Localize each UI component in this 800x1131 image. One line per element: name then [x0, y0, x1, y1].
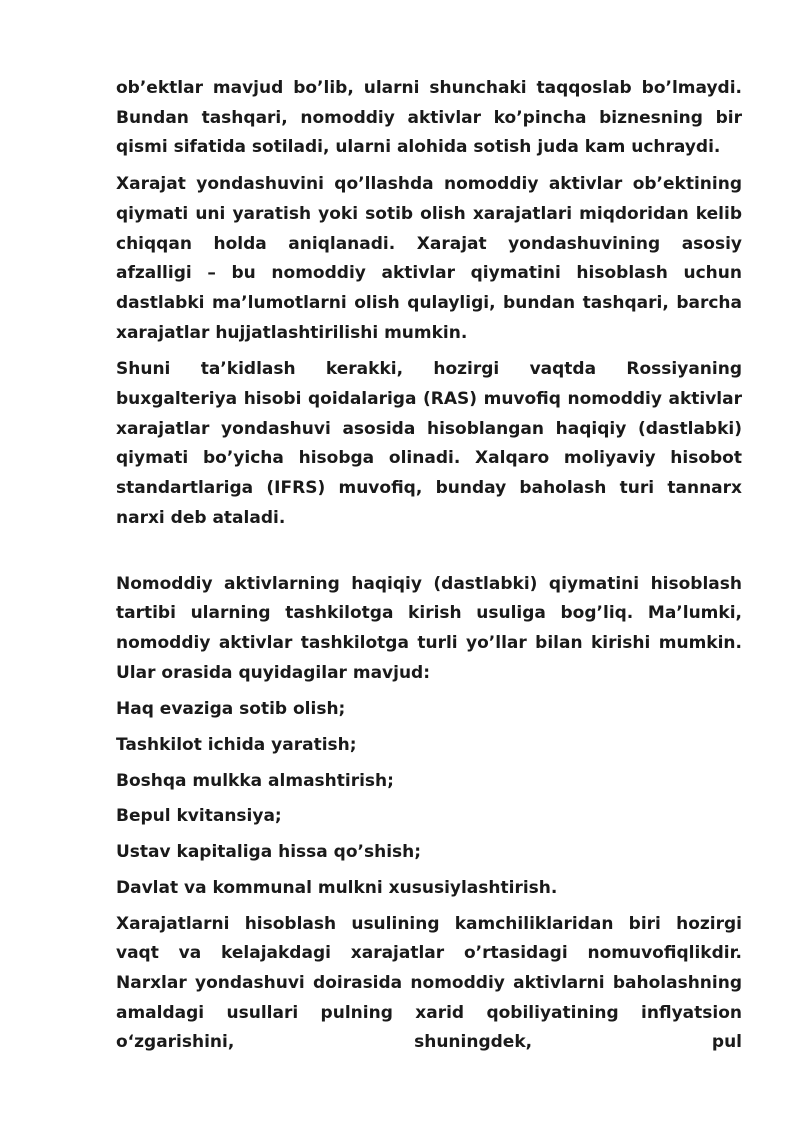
acquisition-methods-list: [116, 695, 742, 903]
document-body: [116, 74, 742, 1065]
list-item: Davlat va kommunal mulkni xususiylashtirish.: [116, 877, 558, 898]
list-item: Boshqa mulkka almashtirish;: [116, 770, 394, 791]
paragraph-intro-acquisition-methods: Nomoddiy aktivlarning haqiqiy (dastlabki) qiymatini hisoblash tartibi ularning tashkilotga kirish usuliga bog’liq. Ma’lumki, nomoddiy aktivlar tashkilotga turli yo’llar bilan kirishi mumkin. Ular orasida quyidagilar mavjud:: [116, 573, 742, 683]
paragraph-comparison: ob’ektlar mavjud bo’lib, ularni shunchaki taqqoslab bo’lmaydi. Bundan tashqari, nomoddiy aktivlar ko’pincha biznesning bir qismi sifatida sotiladi, ularni alohida sotish juda kam uchraydi.: [116, 78, 742, 158]
list-item: Tashkilot ichida yaratish;: [116, 735, 357, 756]
paragraph-cost-approach: Xarajat yondashuvini qo’llashda nomoddiy aktivlar ob’ektining qiymati uni yaratish yoki sotib olish xarajatlari miqdoridan kelib chiqqan holda aniqlanadi. Xarajat yondashuvining asosiy afzalligi – bu nomoddiy aktivlar qiymatini hisoblash uchun dastlabki ma’lumotlarni olish qulayligi, bundan tashqari, barcha xarajatlar hujjatlashtirilishi mumkin.: [116, 174, 742, 343]
list-item: Bepul kvitansiya;: [116, 806, 282, 827]
list-item: Haq evaziga sotib olish;: [116, 699, 346, 720]
paragraph-ras-ifrs: Shuni ta’kidlash kerakki, hozirgi vaqtda Rossiyaning buxgalteriya hisobi qoidalariga (RAS) muvofiq nomoddiy aktivlar xarajatlar yondashuvi asosida hisoblangan haqiqiy (dastlabki) qiymati bo’yicha hisobga olinadi. Xalqaro moliyaviy hisobot standartlariga (IFRS) muvofiq, bunday baholash turi tannarx narxi deb ataladi.: [116, 359, 742, 528]
list-item: Ustav kapitaliga hissa qo’shish;: [116, 842, 422, 863]
paragraph-closing: Xarajatlarni hisoblash usulining kamchiliklaridan biri hozirgi vaqt va kelajakdagi xarajatlar o’rtasidagi nomuvofiqlikdir. Narxlar yondashuvi doirasida nomoddiy aktivlarni baholashning amaldagi usullari pulning xarid qobiliyatining inflyatsion o‘zgarishini, shuningdek, pul: [116, 913, 742, 1053]
